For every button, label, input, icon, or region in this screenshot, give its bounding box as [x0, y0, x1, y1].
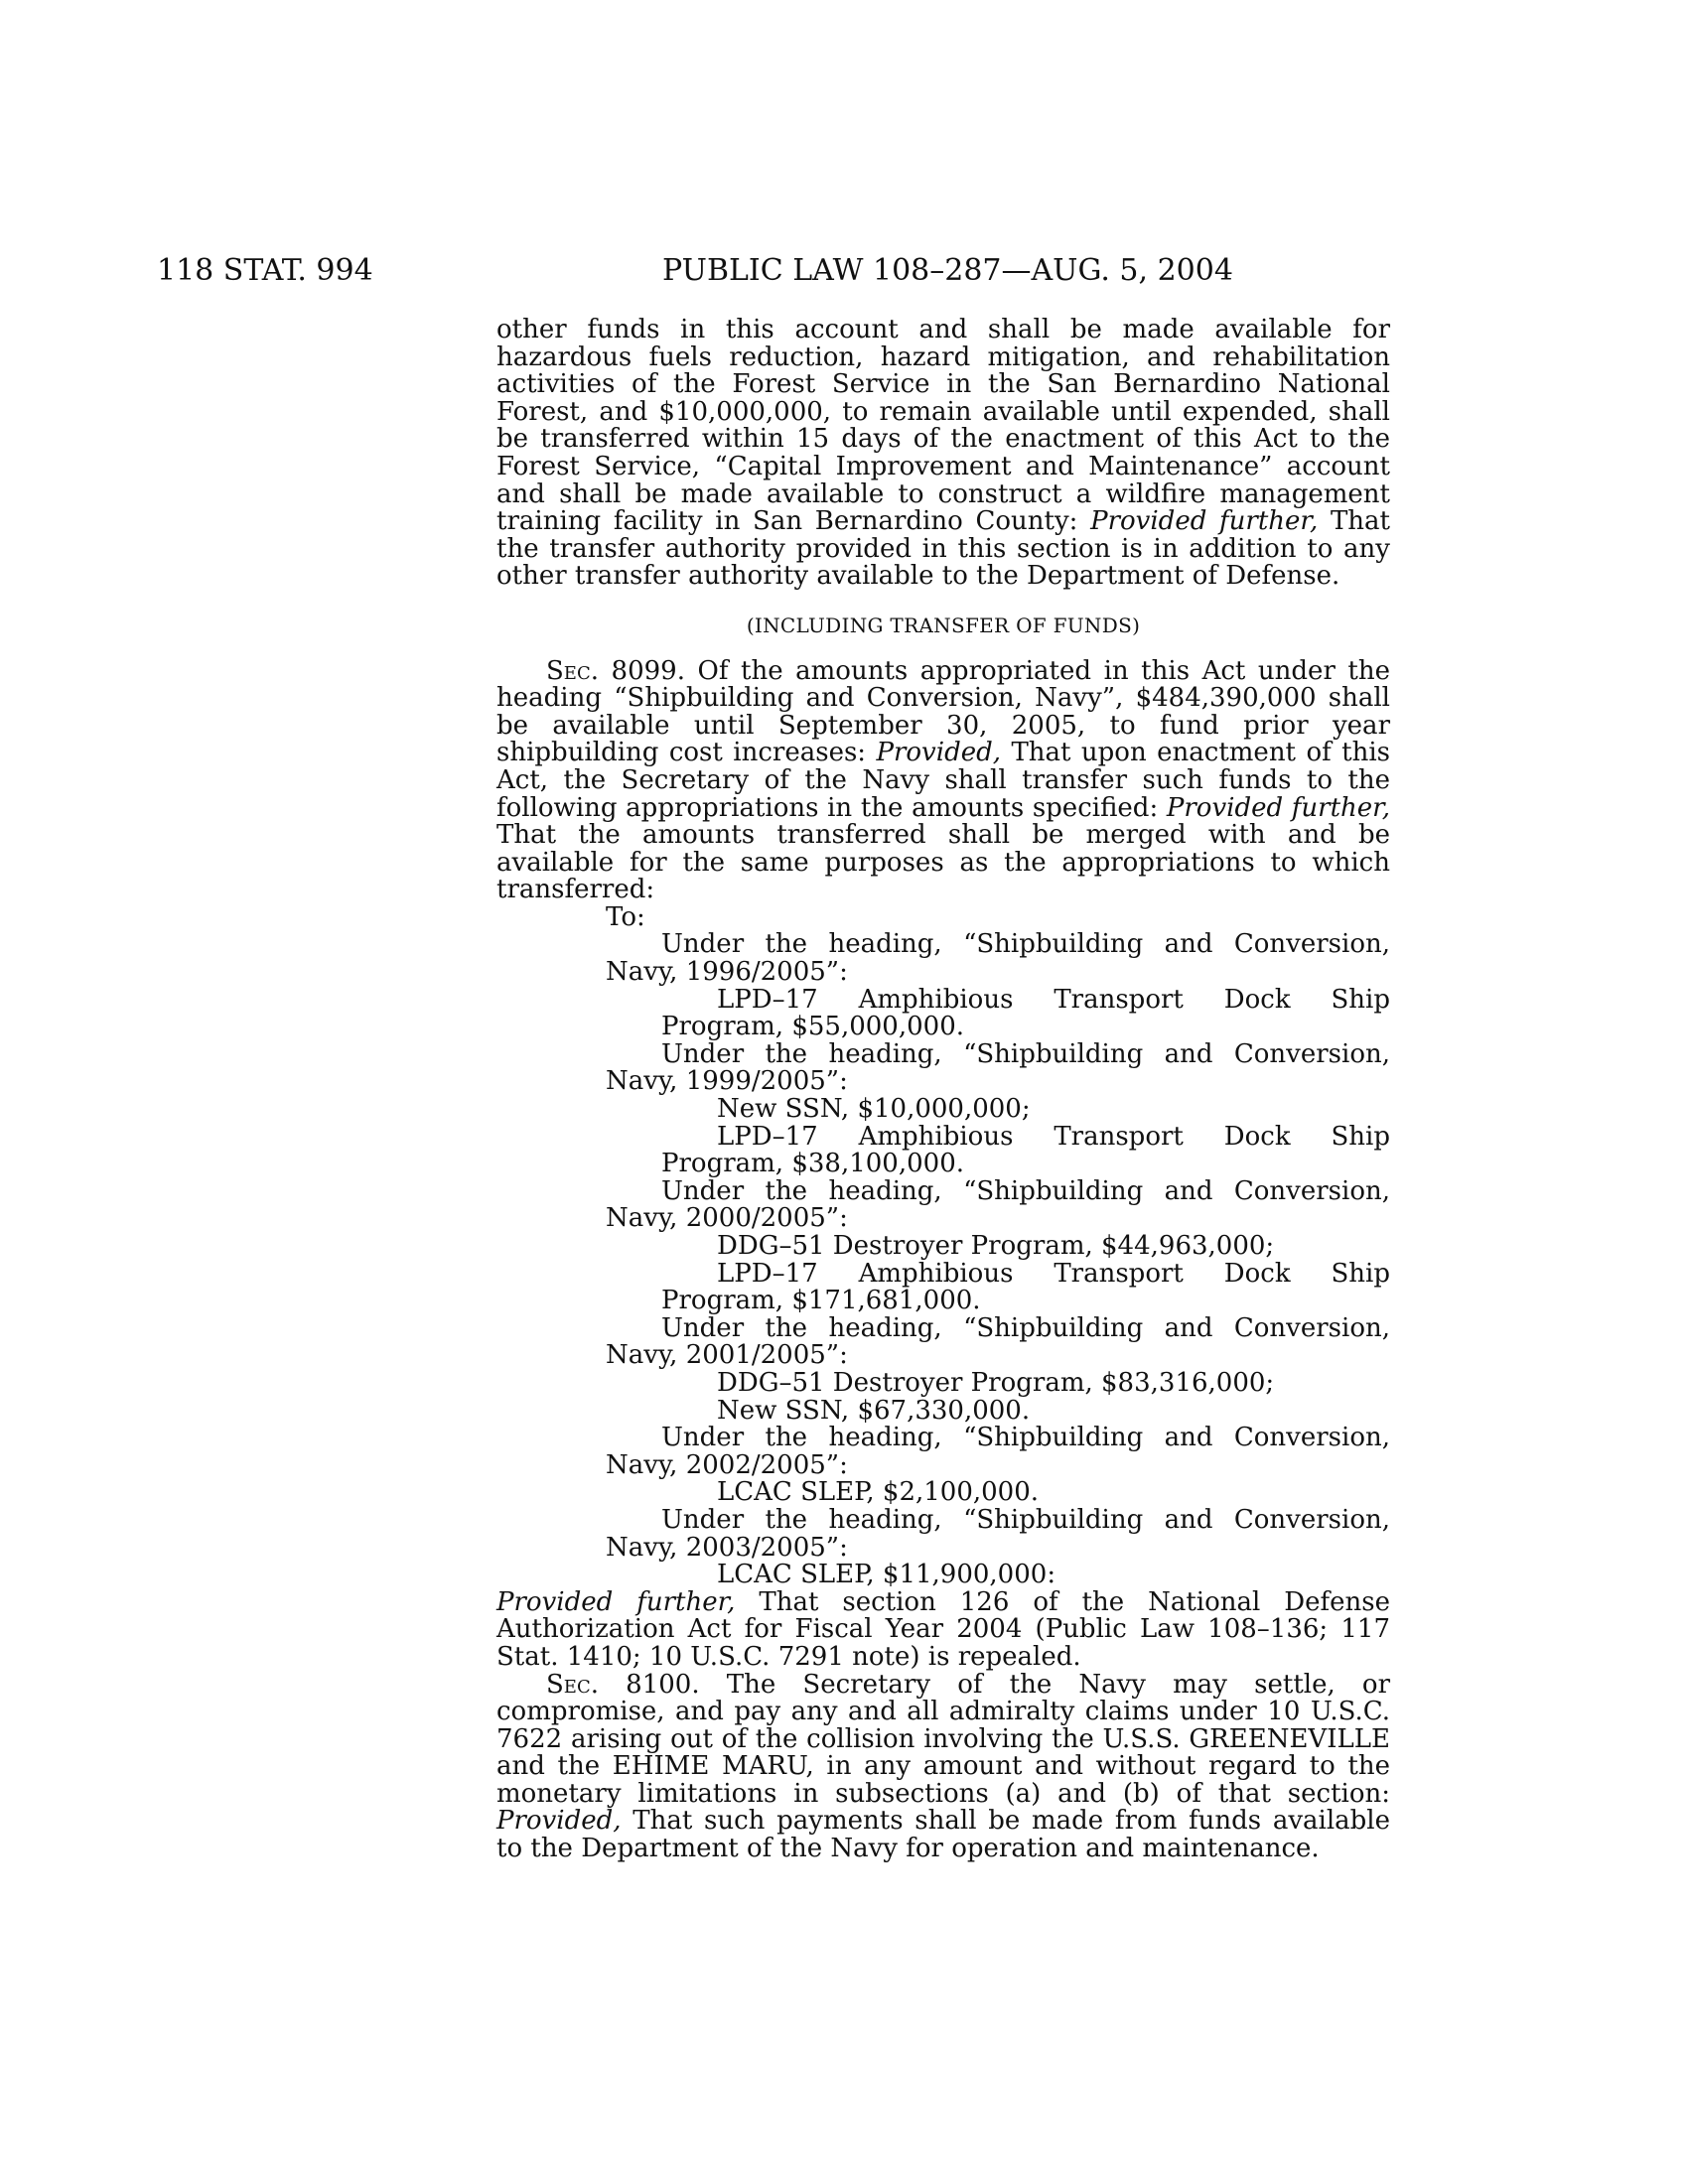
appropriation-line-item: DDG–51 Destroyer Program, $83,316,000; — [717, 1367, 1275, 1398]
continuation-paragraph — [496, 317, 1390, 591]
sec-8100-text-2: That such payments shall be made from funds available to the Department of the Navy for operation and maintenance. — [496, 1806, 1390, 1864]
appropriation-line-item: New SSN, $10,000,000; — [717, 1094, 1031, 1125]
section-label: Sec. 8100. — [546, 1669, 700, 1700]
running-head: PUBLIC LAW 108–287—AUG. 5, 2004 — [662, 253, 1233, 288]
sec-8100-paragraph — [496, 1669, 1390, 1864]
section-8099 — [496, 655, 1391, 1672]
to-label: To: — [606, 901, 645, 932]
proviso-italic: Provided further, — [496, 1586, 736, 1617]
appropriation-line-item: LPD–17 Amphibious Transport Dock Ship Program, $171,681,000. — [661, 1258, 1390, 1316]
transfer-group — [496, 1175, 1390, 1316]
closing-proviso-paragraph — [496, 1586, 1390, 1672]
page-header — [0, 251, 1688, 291]
statute-page-number: 118 STAT. 994 — [157, 253, 373, 288]
appropriation-line-item: LCAC SLEP, $11,900,000: — [717, 1560, 1056, 1590]
transfer-group — [496, 1425, 1390, 1507]
sec-8099-text-2: That upon enactment of this Act, the Secretary of the Navy shall transfer such funds to the following appropriations in the amounts specified: — [496, 738, 1390, 823]
sec-8099-paragraph — [496, 655, 1391, 905]
transfer-group — [496, 931, 1390, 1040]
appropriation-heading: Under the heading, “Shipbuilding and Conversion, Navy, 2003/2005”: — [606, 1504, 1390, 1563]
appropriation-heading: Under the heading, “Shipbuilding and Conversion, Navy, 1996/2005”: — [606, 929, 1390, 988]
sec-8100-text-1: The Secretary of the Navy may settle, or compromise, and pay any and all admiralty claims under 10 U.S.C. 7622 arising out of the collision involving the U.S.S. GREENEVILLE and the EHIME MARU, in any amount and without regard to the monetary limitations in subsections (a) and (b) of that section: — [496, 1669, 1390, 1809]
appropriation-heading: Under the heading, “Shipbuilding and Conversion, Navy, 2002/2005”: — [606, 1423, 1390, 1480]
transfer-group — [496, 1312, 1390, 1426]
section-subheading: (INCLUDING TRANSFER OF FUNDS) — [746, 613, 1141, 637]
closing-text: That section 126 of the National Defense Authorization Act for Fiscal Year 2004 (Public Law 108–136; 117 Stat. 1410; 10 U.S.C. 7291 note) is repealed. — [496, 1586, 1390, 1672]
proviso-italic: Provided, — [876, 738, 1002, 768]
proviso-italic: Provided further, — [1090, 506, 1319, 537]
appropriation-line-item: DDG–51 Destroyer Program, $44,963,000; — [717, 1231, 1275, 1261]
appropriation-line-item: LPD–17 Amphibious Transport Dock Ship Program, $55,000,000. — [661, 984, 1390, 1042]
transfer-group — [496, 1038, 1390, 1179]
appropriation-heading: Under the heading, “Shipbuilding and Conversion, Navy, 2001/2005”: — [606, 1312, 1390, 1371]
body-text — [496, 317, 1390, 1863]
appropriation-heading: Under the heading, “Shipbuilding and Conversion, Navy, 1999/2005”: — [606, 1038, 1390, 1097]
sec-8099-text-3: That the amounts transferred shall be merged with and be available for the same purposes as the appropriations to which transferred: — [496, 820, 1390, 905]
section-label: Sec. 8099. — [546, 655, 685, 686]
appropriation-line-item: New SSN, $67,330,000. — [717, 1395, 1031, 1426]
appropriation-line-item: LPD–17 Amphibious Transport Dock Ship Program, $38,100,000. — [661, 1121, 1390, 1179]
appropriation-line-item: LCAC SLEP, $2,100,000. — [717, 1477, 1040, 1508]
proviso-italic: Provided further, — [1166, 792, 1391, 823]
continuation-text-2: That the transfer authority provided in this section is in addition to any other transfer authority available to the Department of Defense. — [496, 506, 1390, 592]
appropriation-heading: Under the heading, “Shipbuilding and Conversion, Navy, 2000/2005”: — [606, 1175, 1390, 1234]
transfer-group — [496, 1504, 1390, 1590]
proviso-italic: Provided, — [496, 1806, 622, 1837]
continuation-text-1: other funds in this account and shall be made available for hazardous fuels reduction, hazard mitigation, and rehabilitation activities of the Forest Service in the San Bernardino National Forest, and $10,000,000, to remain available until expended, shall be transferred within 15 days of the enactment of this Act to the Forest Service, “Capital Improvement and Maintenance” account and shall be made available to construct a wildfire management training facility in San Bernardino County: — [496, 315, 1390, 537]
sec-8099-text-1: Of the amounts appropriated in this Act under the heading “Shipbuilding and Conversion, Navy”, $484,390,000 shall be available until September 30, 2005, to fund prior year shipbuilding cost increases: — [496, 655, 1390, 768]
section-8100 — [496, 1669, 1390, 1864]
